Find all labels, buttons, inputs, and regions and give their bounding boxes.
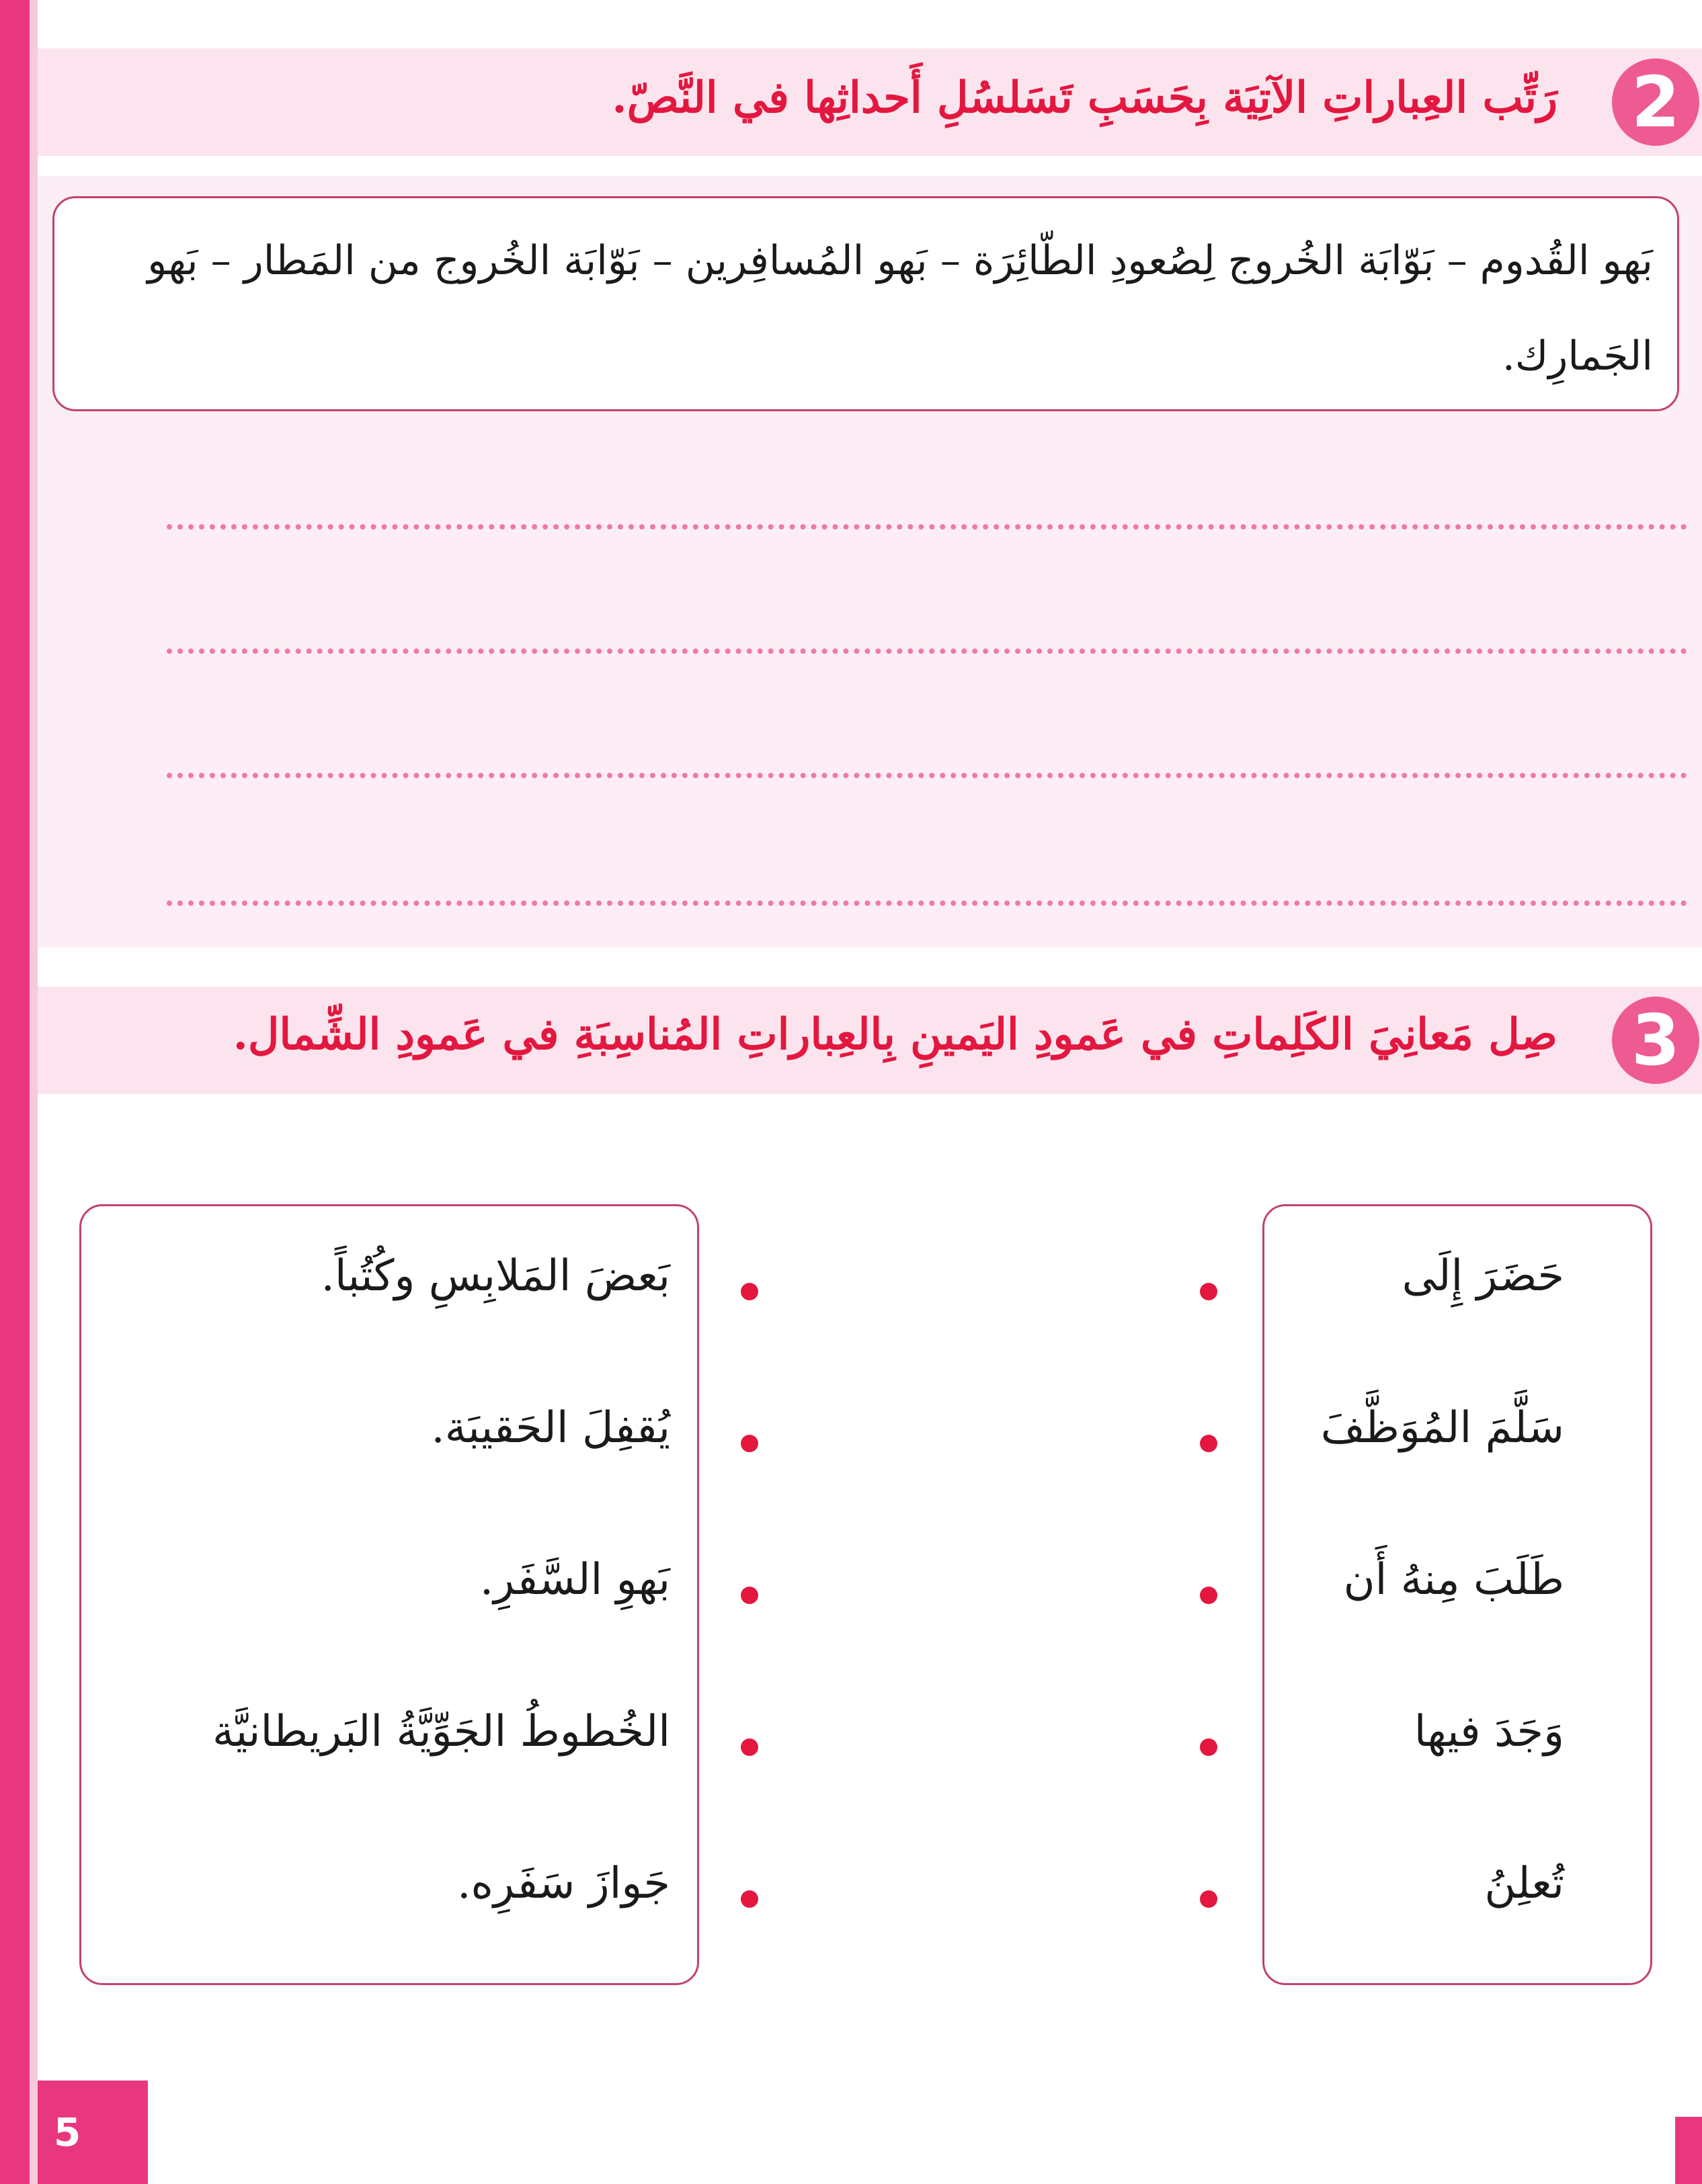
left-match-dot[interactable] (741, 1890, 758, 1908)
left-binding-shade (30, 0, 38, 2184)
right-column-item: طَلَبَ مِنهُ أَن (1343, 1555, 1564, 1605)
right-column-item: وَجَدَ فيها (1414, 1707, 1564, 1757)
section-3-instruction: صِل مَعانِيَ الكَلِماتِ في عَمودِ اليَمينِ بِالعِباراتِ المُناسِبَةِ في عَمودِ الشِّمال. (233, 1009, 1557, 1060)
section-3-number-badge: 3 (1612, 997, 1699, 1084)
left-column-item: يُقفِلَ الحَقيبَة. (431, 1403, 670, 1453)
section-2-instruction: رَتِّب العِباراتِ الآتِيَة بِحَسَبِ تَسَلسُلِ أَحداثِها في النَّصّ. (612, 73, 1557, 123)
section-2-phrase-box (52, 196, 1679, 411)
right-match-dot[interactable] (1200, 1890, 1217, 1908)
left-match-dot[interactable] (741, 1738, 758, 1756)
right-match-dot[interactable] (1200, 1738, 1217, 1756)
section-2-phrases: بَهو القُدوم – بَوّابَة الخُروج لِصُعودِ الطّائِرَة – بَهو المُسافِرين – بَوّابَة الخُروج من المَطار – بَهو الجَمارِك. (147, 237, 1653, 380)
answer-line-4[interactable] (167, 900, 1687, 906)
right-column-item: حَضَرَ إِلَى (1402, 1251, 1564, 1301)
answer-line-1[interactable] (167, 524, 1687, 530)
page-number: 5 (38, 2081, 148, 2184)
answer-line-2[interactable] (167, 648, 1687, 654)
left-match-dot[interactable] (741, 1283, 758, 1300)
left-binding-strip (0, 0, 30, 2184)
right-match-dot[interactable] (1200, 1587, 1217, 1604)
right-match-dot[interactable] (1200, 1283, 1217, 1300)
left-column-item: بَعضَ المَلابِسِ وكُتُباً. (321, 1251, 670, 1301)
left-column-item: بَهوِ السَّفَرِ. (479, 1555, 670, 1605)
left-match-dot[interactable] (741, 1435, 758, 1452)
section-2-number-badge: 2 (1612, 58, 1699, 146)
right-column-item: سَلَّمَ المُوَظَّفَ (1320, 1403, 1564, 1453)
corner-tab (1675, 2117, 1702, 2184)
left-match-dot[interactable] (741, 1587, 758, 1604)
answer-line-3[interactable] (167, 773, 1687, 778)
left-column-item: الخُطوطُ الجَوِّيَّةُ البَريطانيَّة (212, 1707, 670, 1757)
right-column-item: تُعلِنُ (1484, 1859, 1564, 1908)
left-column-item: جَوازَ سَفَرِه. (457, 1859, 670, 1908)
right-match-dot[interactable] (1200, 1435, 1217, 1452)
